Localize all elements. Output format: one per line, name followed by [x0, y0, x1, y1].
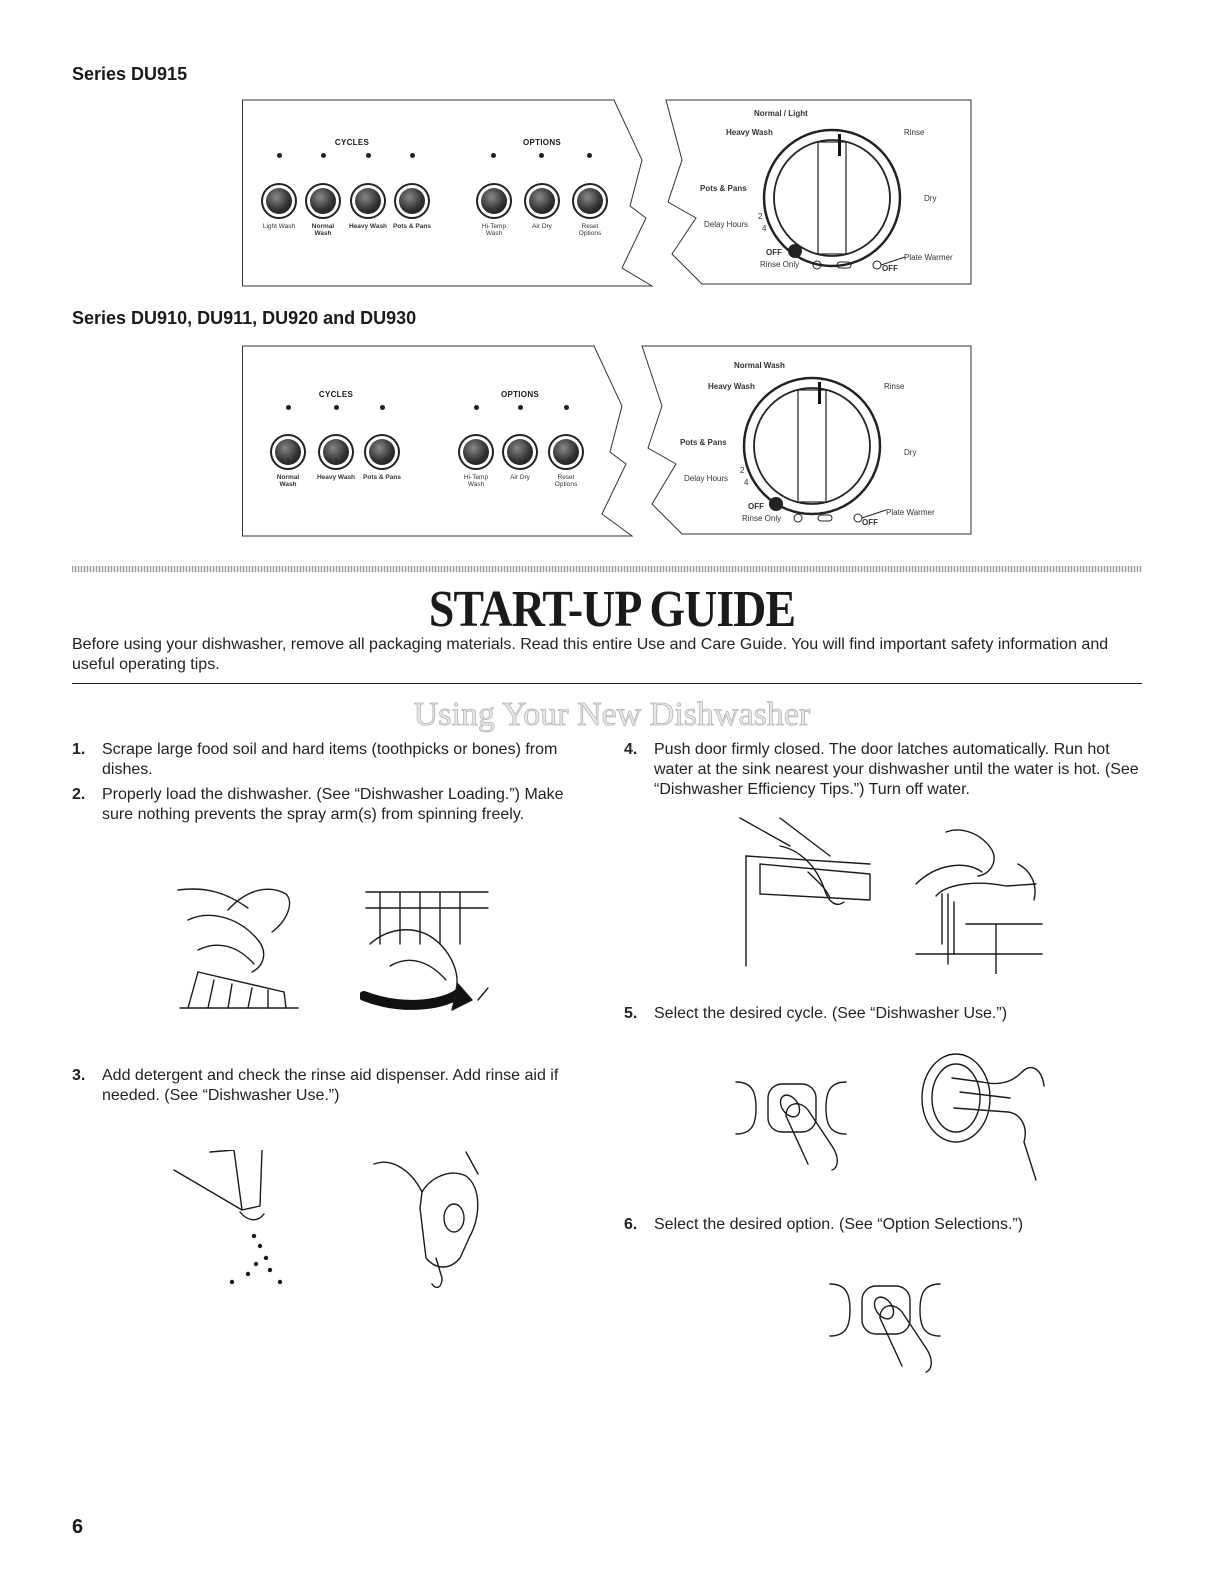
cycle-button-label: Pots & Pans — [363, 474, 401, 481]
dial-label-normal: Normal / Light — [754, 109, 808, 118]
cycle-indicator-pots — [380, 405, 385, 410]
hi-temp-wash-button[interactable] — [458, 434, 494, 470]
option-button-label: Hi-Temp Wash — [481, 223, 507, 237]
dial-label-plate-warmer: Plate Warmer — [904, 253, 953, 262]
series-du910-title: Series DU910, DU911, DU920 and DU930 — [72, 308, 417, 328]
cycle-button-label: Light Wash — [262, 223, 296, 230]
option-indicator-airdry — [518, 405, 523, 410]
dial-label-rinse: Rinse — [904, 128, 925, 137]
air-dry-button[interactable] — [502, 434, 538, 470]
dial-label-plate-warmer: Plate Warmer — [886, 508, 935, 517]
options-label: OPTIONS — [500, 390, 540, 399]
hi-temp-wash-button[interactable] — [476, 183, 512, 219]
step-number: 1. — [72, 741, 86, 758]
scrape-dishes-illustration — [168, 880, 308, 1020]
cycle-indicator-heavy — [334, 405, 339, 410]
option-indicator-hitemp — [474, 405, 479, 410]
dial-label-heavy: Heavy Wash — [726, 128, 773, 137]
pots-pans-button[interactable] — [394, 183, 430, 219]
rinse-aid-illustration — [370, 1148, 510, 1298]
load-dishwasher-illustration — [360, 884, 500, 1024]
cycle-indicator-normal — [321, 153, 326, 158]
dial-label-delay: Delay Hours — [704, 220, 749, 229]
step-2 — [72, 785, 582, 847]
intro-rule — [72, 683, 1142, 684]
dial-label-off2: OFF — [882, 264, 898, 273]
dial-label-off: OFF — [748, 502, 764, 511]
section-subhead: Using Your New Dishwasher — [413, 696, 811, 733]
step-number: 4. — [624, 741, 638, 758]
dial-label-pots: Pots & Pans — [680, 438, 727, 447]
normal-wash-button[interactable] — [305, 183, 341, 219]
step-6 — [624, 1215, 1144, 1237]
dial-label-delay-2: 2 — [740, 466, 745, 475]
series-du915-title: Series DU915 — [72, 64, 188, 84]
cycle-button-label: Heavy Wash — [348, 223, 388, 230]
dial-label-dry: Dry — [924, 194, 937, 203]
light-wash-button[interactable] — [261, 183, 297, 219]
cycle-indicator-heavy — [366, 153, 371, 158]
reset-options-button[interactable] — [572, 183, 608, 219]
select-cycle-illustration-2 — [912, 1052, 1052, 1182]
step-text: Scrape large food soil and hard items (toothpicks or bones) from dishes. — [102, 741, 558, 778]
dial-label-delay-4: 4 — [762, 224, 767, 233]
step-3 — [72, 1066, 582, 1108]
dial-label-pots: Pots & Pans — [700, 184, 747, 193]
page-number: 6 — [72, 1516, 84, 1538]
dial-label-rinse: Rinse — [884, 382, 905, 391]
step-text: Push door firmly closed. The door latches automatically. Run hot water at the sink nearest your dishwasher until the water is hot. (See “Dishwasher Efficiency Tips.”) Turn off water. — [654, 741, 1139, 798]
dial-label-heavy: Heavy Wash — [708, 382, 755, 391]
dial-label-rinse-only: Rinse Only — [760, 260, 800, 269]
cycle-indicator-light — [277, 153, 282, 158]
pots-pans-button[interactable] — [364, 434, 400, 470]
cycles-label: CYCLES — [334, 138, 370, 147]
control-panel-du915 — [242, 98, 972, 288]
step-number: 2. — [72, 786, 86, 803]
step-4 — [624, 740, 1144, 802]
heavy-wash-button[interactable] — [318, 434, 354, 470]
dial-label-off: OFF — [766, 248, 782, 257]
step-number: 6. — [624, 1216, 638, 1233]
select-cycle-illustration-1 — [728, 1072, 868, 1172]
dial-label-off2: OFF — [862, 518, 878, 527]
dial-label-delay: Delay Hours — [684, 474, 729, 483]
heavy-wash-button[interactable] — [350, 183, 386, 219]
step-text: Select the desired cycle. (See “Dishwasher Use.”) — [654, 1005, 1008, 1022]
dial-off-indicator — [768, 496, 888, 526]
cycle-button-label: Heavy Wash — [316, 474, 356, 481]
option-indicator-reset — [564, 405, 569, 410]
control-panel-du910 — [242, 344, 972, 538]
cycle-button-label: Normal Wash — [311, 223, 335, 237]
cycle-button-label: Pots & Pans — [393, 223, 431, 230]
option-indicator-reset — [587, 153, 592, 158]
cycle-indicator-normal — [286, 405, 291, 410]
cycle-button-label: Normal Wash — [276, 474, 300, 488]
air-dry-button[interactable] — [524, 183, 560, 219]
step-text: Select the desired option. (See “Option Selections.”) — [654, 1216, 1024, 1233]
dial-label-dry: Dry — [904, 448, 917, 457]
select-option-illustration — [822, 1274, 962, 1374]
run-hot-water-illustration — [906, 824, 1056, 974]
option-button-label: Air Dry — [532, 223, 552, 230]
step-text: Add detergent and check the rinse aid dispenser. Add rinse aid if needed. (See “Dishwasher Use.”) — [102, 1067, 559, 1104]
options-label: OPTIONS — [522, 138, 562, 147]
dial-off-indicator — [787, 243, 907, 273]
page-title: START-UP GUIDE — [428, 581, 796, 638]
option-button-label: Air Dry — [510, 474, 530, 481]
dial-label-delay-2: 2 — [758, 212, 763, 221]
dial-label-delay-4: 4 — [744, 478, 749, 487]
intro-paragraph: Before using your dishwasher, remove all packaging materials. Read this entire Use and Care Guide. You will find important safety information and useful operating tips. — [72, 636, 1109, 673]
step-text: Properly load the dishwasher. (See “Dishwasher Loading.”) Make sure nothing prevents the spray arm(s) from spinning freely. — [102, 786, 564, 823]
reset-options-button[interactable] — [548, 434, 584, 470]
normal-wash-button[interactable] — [270, 434, 306, 470]
option-button-label: Reset Options — [554, 474, 578, 488]
option-button-label: Reset Options — [578, 223, 602, 237]
add-detergent-illustration — [170, 1150, 310, 1290]
step-5 — [624, 1004, 1144, 1026]
step-1 — [72, 740, 582, 782]
option-indicator-hitemp — [491, 153, 496, 158]
cycles-label: CYCLES — [318, 390, 354, 399]
step-number: 5. — [624, 1005, 638, 1022]
dial-label-normal: Normal Wash — [734, 361, 785, 370]
step-number: 3. — [72, 1067, 86, 1084]
option-button-label: Hi-Temp Wash — [463, 474, 489, 488]
dial-label-rinse-only: Rinse Only — [742, 514, 782, 523]
close-door-illustration — [720, 816, 890, 976]
option-indicator-airdry — [539, 153, 544, 158]
section-divider — [72, 566, 1142, 572]
cycle-indicator-pots — [410, 153, 415, 158]
